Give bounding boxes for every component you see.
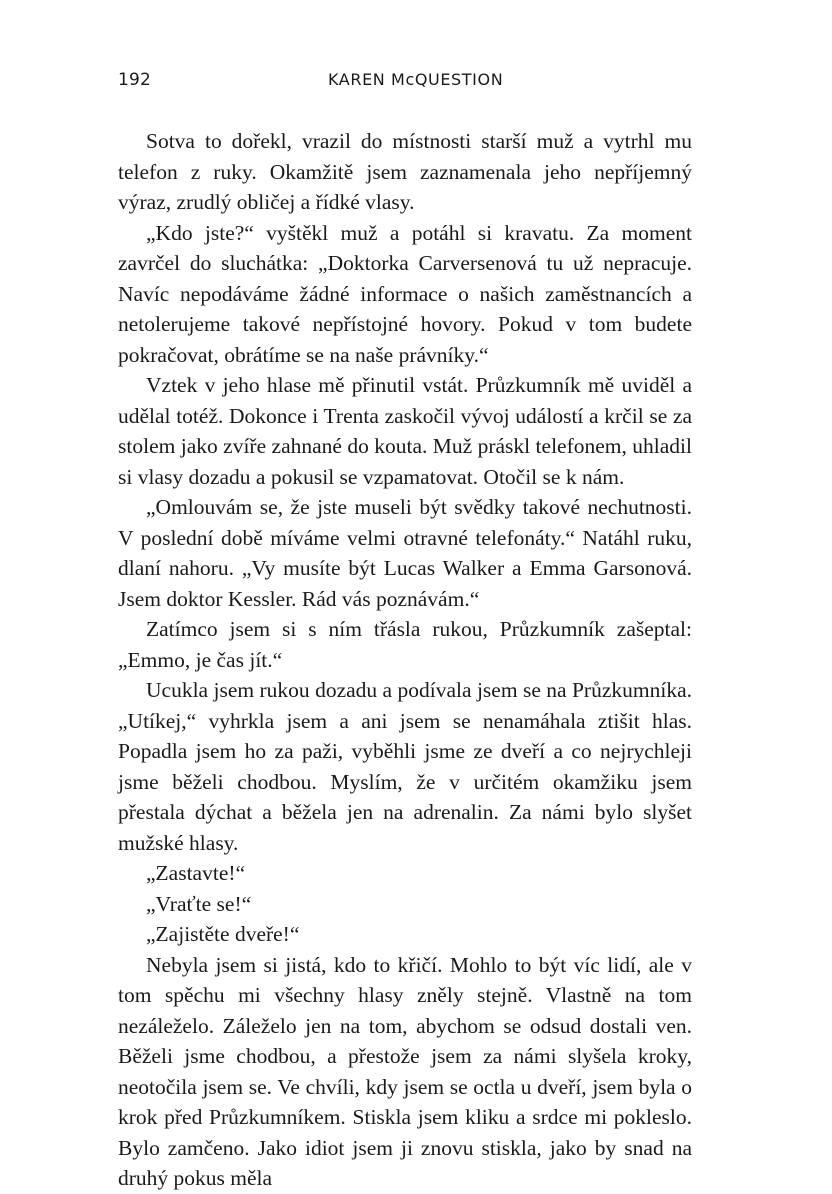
page-number: 192	[118, 70, 152, 90]
page-header	[118, 70, 692, 94]
running-head: KAREN McQUESTION	[328, 70, 504, 89]
paragraph: Zatímco jsem si s ním třásla rukou, Průzkumník zašeptal: „Emmo, je čas jít.“	[118, 617, 692, 672]
paragraph: „Zastavte!“	[146, 861, 246, 885]
paragraph: Vztek v jeho hlase mě přinutil vstát. Průzkumník mě uviděl a udělal totéž. Dokonce i Trenta zaskočil vývoj událostí a krčil se za stolem jako zvíře zahnané do kouta. Muž práskl telefonem, uhladil si vlasy dozadu a pokusil se vzpamatovat. Otočil se k nám.	[118, 373, 692, 489]
body-text	[118, 126, 692, 1194]
paragraph: „Omlouvám se, že jste museli být svědky takové nechutnosti. V poslední době míváme velmi otravné telefonáty.“ Natáhl ruku, dlaní nahoru. „Vy musíte být Lucas Walker a Emma Garsonová. Jsem doktor Kessler. Rád vás poznávám.“	[118, 495, 692, 611]
paragraph: „Kdo jste?“ vyštěkl muž a potáhl si kravatu. Za moment zavrčel do sluchátka: „Doktorka Carversenová tu už nepracuje. Navíc nepodáváme žádné informace o našich zaměstnancích a netolerujeme takové nepřístojné hovory. Pokud v tom budete pokračovat, obrátíme se na naše právníky.“	[118, 220, 692, 367]
paragraph: Ucukla jsem rukou dozadu a podívala jsem se na Průzkumníka. „Utíkej,“ vyhrkla jsem a ani jsem se nenamáhala ztišit hlas. Popadla jsem ho za paži, vyběhli jsme ze dveří a co nejrychleji jsme běželi chodbou. Myslím, že v určitém okamžiku jsem přestala dýchat a běžela jen na adrenalin. Za námi bylo slyšet mužské hlasy.	[118, 678, 692, 855]
paragraph: Nebyla jsem si jistá, kdo to křičí. Mohlo to být víc lidí, ale v tom spěchu mi všechny hlasy zněly stejně. Vlastně na tom nezáleželo. Záleželo jen na tom, abychom se odsud dostali ven. Běželi jsme chodbou, a přestože jsem za námi slyšela kroky, neotočila jsem se. Ve chvíli, kdy jsem se octla u dveří, jsem byla o krok před Průzkumníkem. Stiskla jsem kliku a srdce mi pokleslo. Bylo zamčeno. Jako idiot jsem ji znovu stiskla, jako by snad na druhý pokus měla	[118, 952, 692, 1190]
paragraph: „Zajistěte dveře!“	[146, 922, 300, 946]
paragraph: Sotva to dořekl, vrazil do místnosti starší muž a vytrhl mu telefon z ruky. Okamžitě jsem zaznamenala jeho nepříjemný výraz, zrudlý obličej a řídké vlasy.	[118, 129, 692, 214]
paragraph: „Vraťte se!“	[146, 891, 252, 916]
